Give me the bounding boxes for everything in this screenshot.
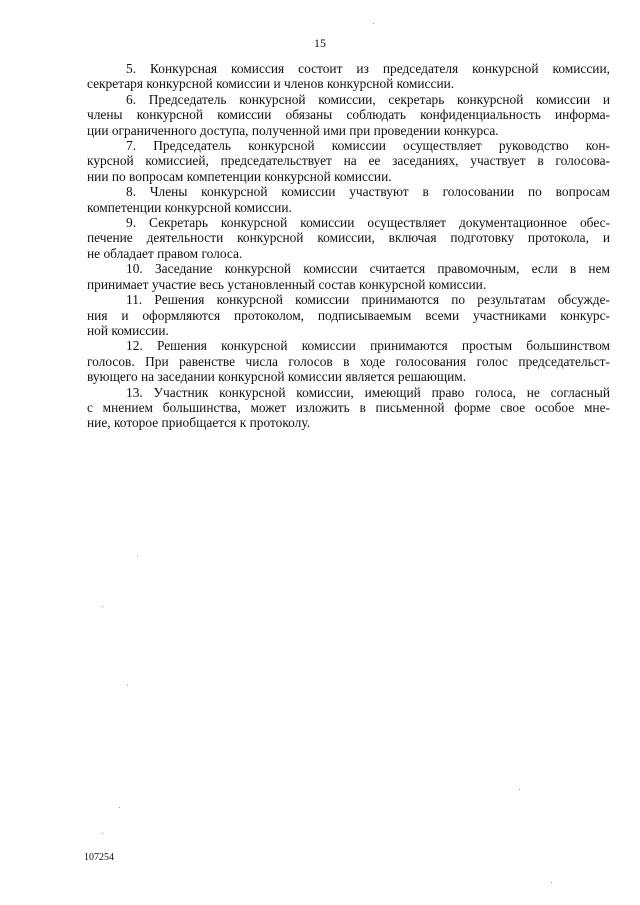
scan-speck: [127, 684, 128, 685]
paragraph-line: 13. Участник конкурсной комиссии, имеющий право голоса, не согласный: [126, 384, 610, 400]
paragraph-line: вующего на заседании конкурсной комиссии является решающим.: [87, 369, 467, 385]
scan-speck: [519, 789, 520, 790]
paragraph-line: 8. Члены конкурсной комиссии участвуют в голосовании по вопросам: [126, 184, 610, 200]
scan-speck: [102, 606, 103, 607]
paragraph: [87, 385, 610, 431]
paragraph: [87, 92, 610, 138]
paragraph: [87, 61, 610, 92]
paragraph-line: ной комиссии.: [87, 322, 169, 338]
paragraph-line: 5. Конкурсная комиссия состоит из председателя конкурсной комиссии,: [126, 61, 610, 76]
paragraph-line: ние, которое приобщается к протоколу.: [87, 415, 311, 431]
paragraph-line: нии по вопросам компетенции конкурсной комиссии.: [87, 168, 392, 184]
paragraph-line: голосов. При равенстве числа голосов в ходе голосования голос председательст-: [87, 353, 610, 369]
paragraph: [87, 138, 610, 184]
paragraph-line: ния и оформляются протоколом, подписываемым всеми участниками конкурс-: [87, 307, 610, 323]
paragraph-line: 7. Председатель конкурсной комиссии осуществляет руководство кон-: [126, 138, 610, 154]
paragraph-line: компетенции конкурсной комиссии.: [87, 199, 292, 215]
scan-speck: [551, 882, 552, 883]
paragraph-line: 10. Заседание конкурсной комиссии считается правомочным, если в нем: [126, 261, 610, 277]
paragraph: [87, 292, 610, 338]
paragraph-line: секретаря конкурсной комиссии и членов конкурсной комиссии.: [87, 76, 455, 92]
paragraph: [87, 338, 610, 384]
paragraph-line: 11. Решения конкурсной комиссии принимаются по результатам обсужде-: [126, 292, 610, 308]
paragraph-line: 9. Секретарь конкурсной комиссии осуществляет документационное обес-: [126, 215, 610, 231]
document-body: [87, 61, 610, 431]
scan-speck: [119, 807, 120, 808]
document-code: 107254: [84, 852, 114, 863]
paragraph-line: печение деятельности конкурсной комиссии, включая подготовку протокола, и: [87, 230, 610, 246]
paragraph-line: с мнением большинства, может изложить в письменной форме свое особое мне-: [87, 399, 610, 415]
paragraph: [87, 215, 610, 261]
scan-speck: [373, 23, 374, 24]
paragraph-line: члены конкурсной комиссии обязаны соблюдать конфиденциальность информа-: [87, 107, 610, 123]
scan-speck: [102, 833, 103, 834]
paragraph-line: ции ограниченного доступа, полученной ими при проведении конкурса.: [87, 122, 499, 138]
paragraph-line: 12. Решения конкурсной комиссии принимаются простым большинством: [126, 338, 610, 354]
paragraph: [87, 261, 610, 292]
paragraph-line: не обладает правом голоса.: [87, 245, 243, 261]
paragraph-line: курсной комиссией, председательствует на ее заседаниях, участвует в голосова-: [87, 153, 610, 169]
scan-speck: [137, 555, 138, 556]
page-number: 15: [314, 36, 326, 50]
paragraph-line: 6. Председатель конкурсной комиссии, секретарь конкурсной комиссии и: [126, 91, 610, 107]
paragraph: [87, 184, 610, 215]
paragraph-line: принимает участие весь установленный состав конкурсной комиссии.: [87, 276, 487, 292]
